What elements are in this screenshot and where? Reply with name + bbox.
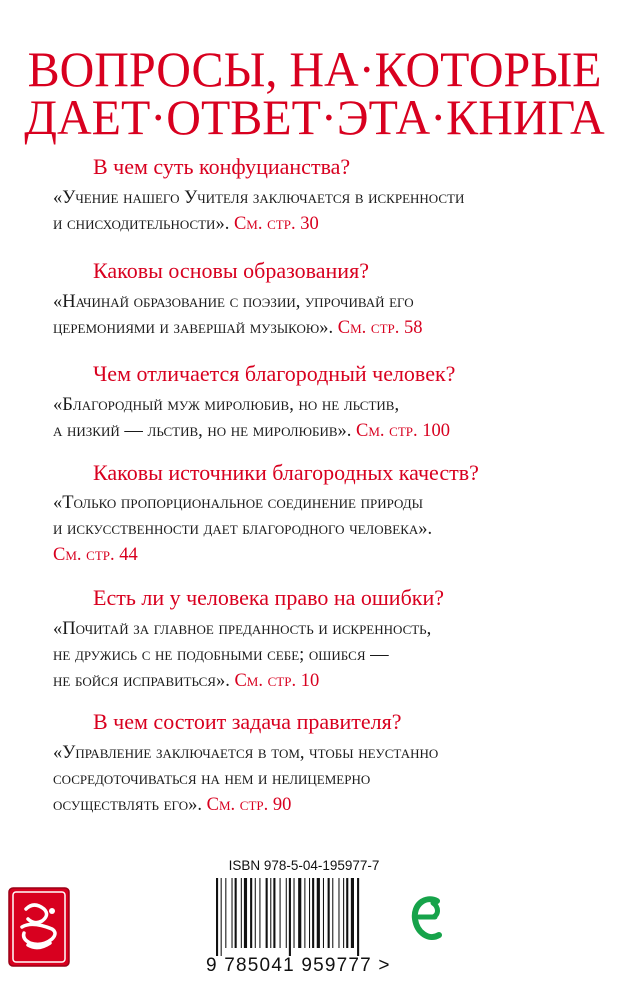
barcode-bar [250,878,252,948]
series-logo-icon [8,887,70,967]
isbn-label: ISBN 978-5-04-195977-7 [228,858,380,873]
barcode-bar [232,878,233,948]
barcode-bar [216,878,218,956]
barcode-bars [206,878,406,956]
title-line-2: ДАЕТ·ОТВЕТ·ЭТА·КНИГА [24,89,605,145]
question: Каковы источники благородных качеств? [93,460,479,485]
page-reference: См. стр. 90 [206,795,292,815]
barcode-bar [270,878,271,948]
barcode-bar [343,878,344,948]
barcode-bar [259,878,260,948]
barcode-bar [266,878,268,948]
answer-line: «Почитай за главное преданность и искренность, [53,619,432,639]
page-reference: См. стр. 30 [233,214,319,234]
barcode-bar [323,878,324,948]
answer-line: а низкий — льстив, но не миролюбив». [53,421,352,441]
page-reference: См. стр. 58 [337,318,423,338]
answer-line-last [53,792,291,818]
barcode-bar [255,878,256,948]
barcode-bar [241,878,242,948]
answer-line: осуществлять его». [53,795,203,815]
answer-line-last [53,211,319,237]
question: Есть ли у человека право на ошибки? [93,585,445,610]
barcode-bar [280,878,281,948]
barcode-bar [298,878,301,948]
answer-line-last [53,542,138,568]
answer-line: «Только пропорциональное соединение природы [53,493,423,513]
barcode-bar [304,878,305,948]
answer-line: сосредоточиваться на нем и нелицемерно [53,769,371,789]
barcode-bar [289,878,291,956]
answer-line-last [53,418,450,444]
answer-line-last [53,315,423,341]
answer-line: не бойся исправиться». [53,671,230,691]
page-reference: См. стр. 10 [234,671,320,691]
barcode-bar [235,878,237,948]
barcode-bar [309,878,310,948]
barcode-bar [312,878,314,948]
question: В чем суть конфуцианства? [93,154,351,179]
barcode-bar [317,878,320,948]
answer-line: «Учение нашего Учителя заключается в искренности [53,188,465,208]
title-line-1: ВОПРОСЫ, НА·КОТОРЫЕ [27,41,602,97]
page-reference: См. стр. 44 [53,545,138,565]
barcode-bar [286,878,287,948]
answer-line: «Начинай образование с поэзии, упрочивай его [53,292,414,312]
answer-line: не дружись с не подобными себе; ошибся — [53,645,389,665]
barcode-bar [332,878,333,948]
barcode-bar [221,878,222,956]
barcode-bar [338,878,339,948]
barcode-bar [346,878,348,948]
answer-line: и искусственности дает благородного человека». [53,519,433,539]
barcode-bar [294,878,295,948]
barcode-bar [357,878,359,956]
answer-line: «Благородный муж миролюбив, но не льстив, [53,395,400,415]
answer-line-last [53,668,319,694]
barcode-bar [225,878,226,948]
barcode-bar [244,878,247,948]
barcode [206,858,406,993]
answer-line: церемониями и завершай музыкою». [53,318,334,338]
answer-line: и снисходительности». [53,214,230,234]
barcode-bar [351,878,354,948]
eksmo-logo-icon [411,893,443,945]
barcode-digits: 9 785041 959777 > [206,955,391,976]
barcode-bar [273,878,275,948]
barcode-bar [328,878,330,948]
page-reference: См. стр. 100 [356,421,451,441]
question: Каковы основы образования? [93,258,369,283]
answer-line: «Управление заключается в том, чтобы неустанно [53,743,439,763]
question: Чем отличается благородный человек? [93,361,456,386]
question: В чем состоит задача правителя? [93,709,402,734]
